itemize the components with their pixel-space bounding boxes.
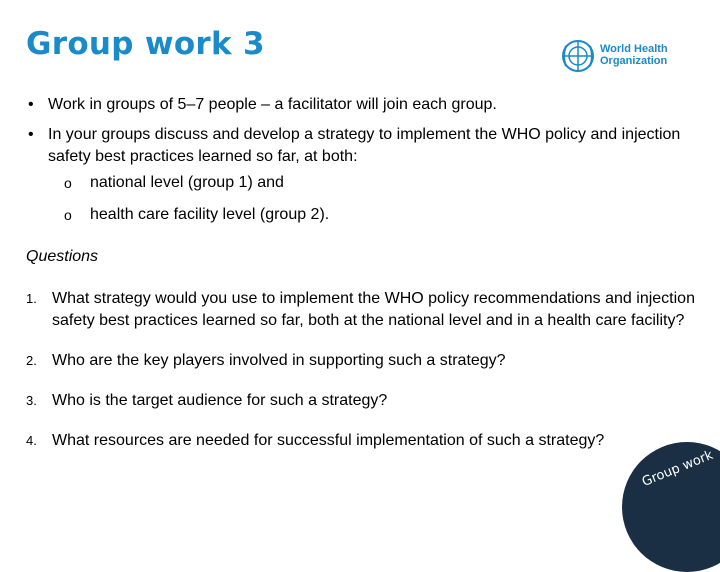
questions-heading: Questions bbox=[26, 248, 99, 265]
who-logo bbox=[560, 38, 710, 78]
sub-bullet-text: health care facility level (group 2). bbox=[90, 206, 330, 223]
circle-bullet-icon: o bbox=[64, 207, 72, 223]
sub-bullet-text: national level (group 1) and bbox=[90, 174, 284, 191]
question-item bbox=[26, 430, 622, 452]
bullet-item bbox=[26, 124, 686, 226]
group-work-badge-label: Group work bbox=[640, 447, 716, 490]
question-text: Who is the target audience for such a strategy? bbox=[52, 392, 388, 409]
question-text: What strategy would you use to implement the WHO policy recommendations and injection safety best practices learned so far, both at the national level and in a health care facility? bbox=[52, 290, 695, 329]
question-number: 1. bbox=[26, 291, 37, 306]
question-item bbox=[26, 390, 716, 412]
question-number: 4. bbox=[26, 433, 37, 448]
questions-list bbox=[26, 288, 716, 470]
bullet-icon: • bbox=[28, 126, 34, 143]
bullet-text: Work in groups of 5–7 people – a facilitator will join each group. bbox=[48, 96, 497, 113]
logo-line1: World Health bbox=[600, 43, 668, 55]
question-number: 2. bbox=[26, 353, 37, 368]
bullet-text: In your groups discuss and develop a strategy to implement the WHO policy and injection safety best practices learned so far, at both: bbox=[48, 126, 681, 165]
un-emblem-icon bbox=[560, 38, 596, 74]
circle-bullet-icon: o bbox=[64, 175, 72, 191]
sub-bullet-item bbox=[48, 204, 686, 226]
question-item bbox=[26, 350, 716, 372]
question-number: 3. bbox=[26, 393, 37, 408]
question-text: Who are the key players involved in supporting such a strategy? bbox=[52, 352, 506, 369]
logo-line2: Organization bbox=[600, 55, 668, 67]
question-item bbox=[26, 288, 716, 332]
logo-wordmark bbox=[600, 43, 668, 67]
sub-bullet-item bbox=[48, 172, 686, 194]
question-text: What resources are needed for successful implementation of such a strategy? bbox=[52, 432, 605, 449]
bullet-item bbox=[26, 94, 686, 116]
bullet-icon: • bbox=[28, 96, 34, 113]
bullet-list bbox=[26, 94, 686, 236]
page-title: Group work 3 bbox=[26, 26, 265, 62]
